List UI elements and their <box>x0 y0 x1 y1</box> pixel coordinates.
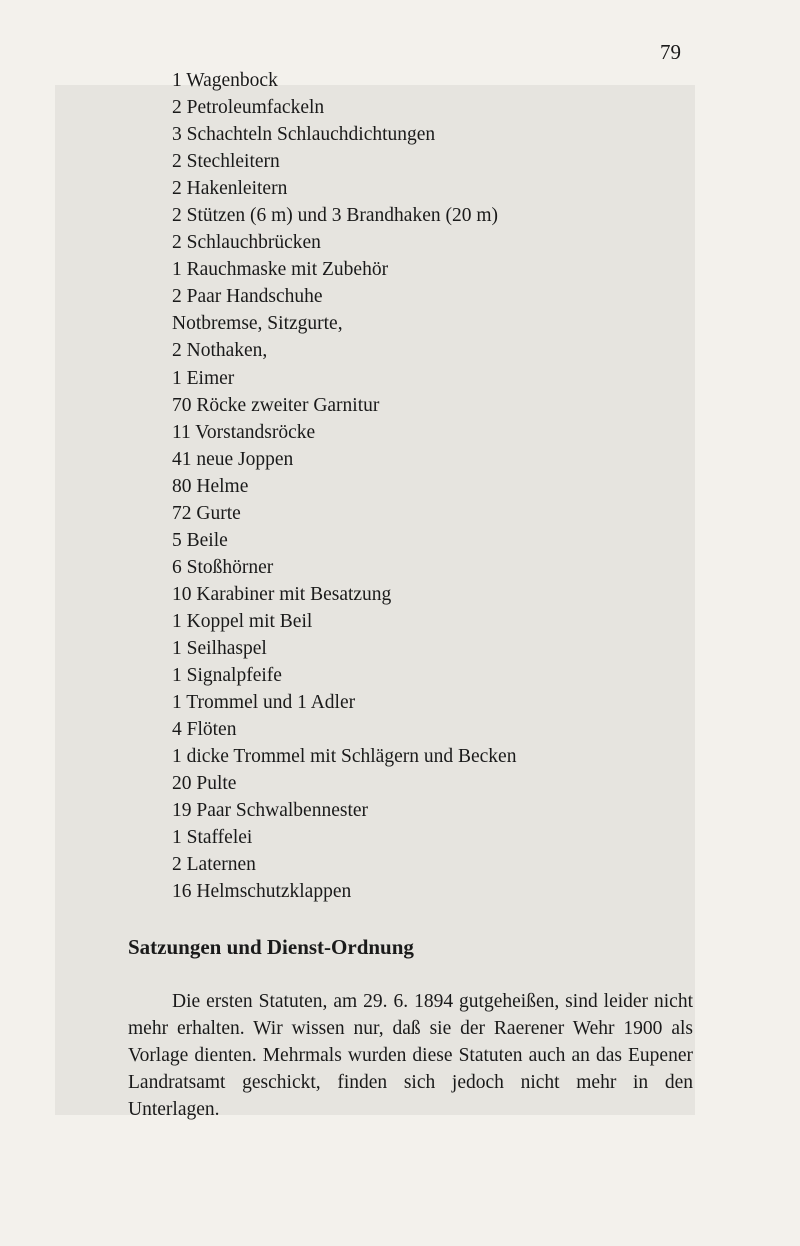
body-paragraph: Die ersten Statuten, am 29. 6. 1894 gutgeheißen, sind leider nicht mehr erhalten. Wir wissen nur, daß sie der Raerener Wehr 1900 als Vorlage dienten. Mehrmals wurden diese Statuten auch an das Eupener Landratsamt geschickt, finden sich jedoch nicht mehr in den Unterlagen. <box>128 991 693 1120</box>
list-item: 1 Staffelei <box>172 827 253 849</box>
list-item: 70 Röcke zweiter Garnitur <box>172 394 380 416</box>
list-item: Notbremse, Sitzgurte, <box>172 313 343 335</box>
section-heading: Satzungen und Dienst-Ordnung <box>128 935 414 959</box>
list-item: 1 Koppel mit Beil <box>172 610 313 632</box>
list-item: 2 Nothaken, <box>172 340 268 362</box>
list-item: 4 Flöten <box>172 719 237 741</box>
list-item: 2 Petroleumfackeln <box>172 97 325 119</box>
list-item: 1 Seilhaspel <box>172 637 267 659</box>
list-item: 3 Schachteln Schlauchdichtungen <box>172 124 436 146</box>
list-item: 80 Helme <box>172 475 249 497</box>
list-item: 1 Signalpfeife <box>172 665 282 687</box>
list-item: 2 Stützen (6 m) und 3 Brandhaken (20 m) <box>172 205 499 227</box>
list-item: 1 Rauchmaske mit Zubehör <box>172 259 389 281</box>
list-item: 20 Pulte <box>172 773 237 795</box>
equipment-list <box>172 67 516 905</box>
list-item: 1 Wagenbock <box>172 70 278 91</box>
list-item: 2 Schlauchbrücken <box>172 232 321 254</box>
list-item: 2 Hakenleitern <box>172 178 288 200</box>
list-item: 1 dicke Trommel mit Schlägern und Becken <box>172 746 517 768</box>
list-item: 2 Paar Handschuhe <box>172 286 323 308</box>
list-item: 19 Paar Schwalbennester <box>172 800 369 822</box>
list-item: 11 Vorstandsröcke <box>172 421 316 443</box>
list-item: 1 Eimer <box>172 367 235 389</box>
list-item: 2 Stechleitern <box>172 151 280 173</box>
list-item: 5 Beile <box>172 529 228 551</box>
list-item: 6 Stoßhörner <box>172 556 274 578</box>
page-number: 79 <box>660 40 681 64</box>
list-item: 16 Helmschutzklappen <box>172 881 352 903</box>
list-item: 10 Karabiner mit Besatzung <box>172 583 392 605</box>
list-item: 72 Gurte <box>172 502 241 524</box>
list-item: 41 neue Joppen <box>172 448 294 470</box>
list-item: 1 Trommel und 1 Adler <box>172 692 356 714</box>
list-item: 2 Laternen <box>172 854 256 876</box>
